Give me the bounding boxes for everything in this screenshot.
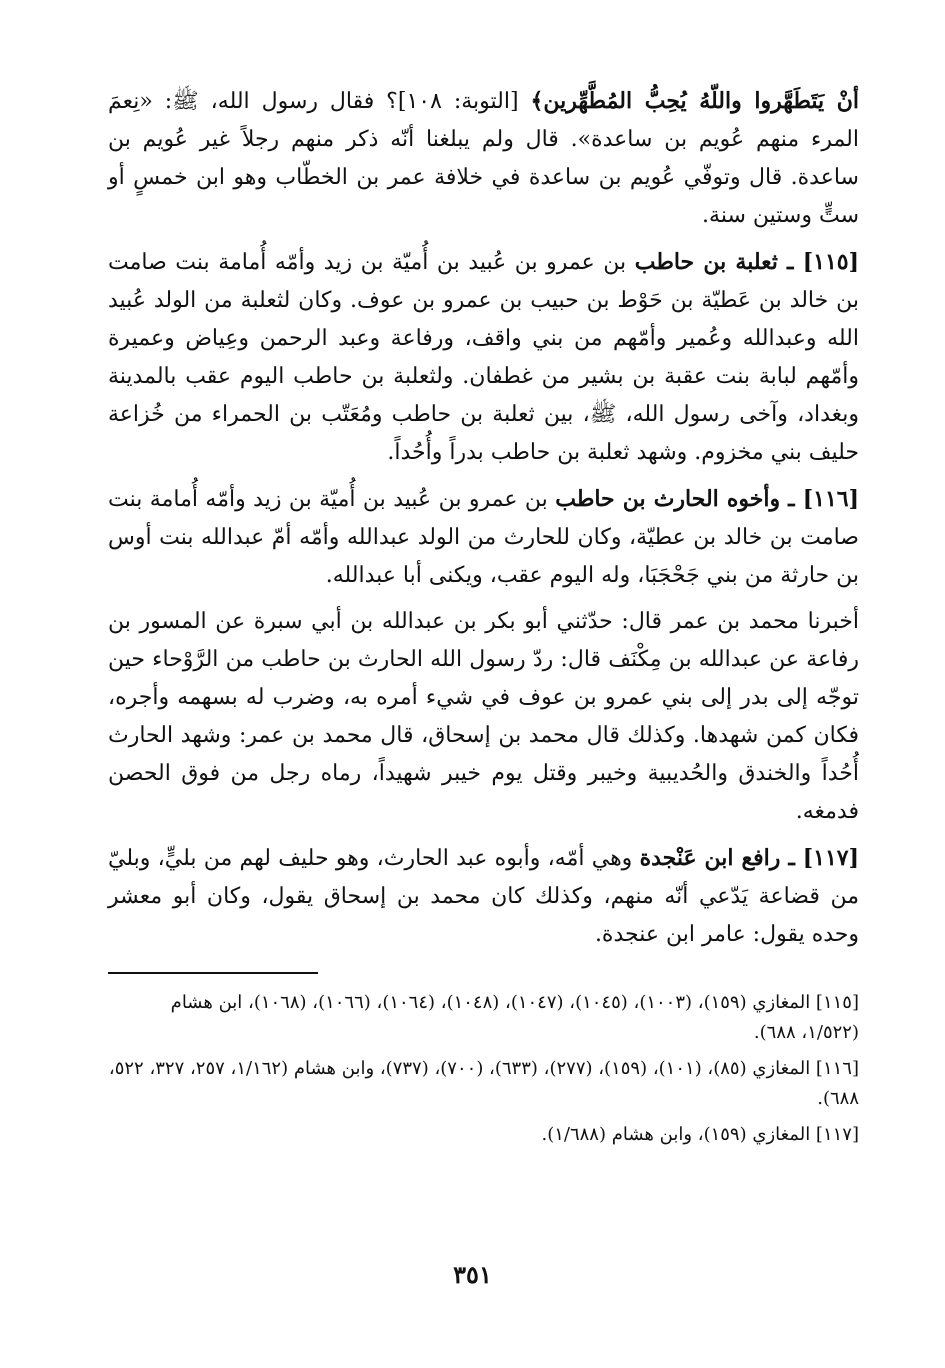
entry-heading: [١١٦] ـ وأخوه الحارث بن حاطب bbox=[555, 486, 859, 512]
entry-heading: [١١٥] ـ ثعلبة بن حاطب bbox=[634, 249, 859, 275]
quran-verse: أنْ يَتَطَهَّروا واللّهُ يُحِبُّ المُطَّهِّرين﴾ bbox=[530, 88, 860, 114]
footnote-separator bbox=[108, 972, 318, 974]
entry-116 bbox=[108, 480, 859, 595]
entry-text: بن عمرو بن عُبيد بن أُميّة بن زيد وأمّه أُمامة بنت صامت بن خالد بن عطيّة، وكان للحارث من الولد عبدالله وأمّه أمّ عبدالله بنت أوس بن حارثة من بني جَحْجَبَا، وله اليوم عقب، ويكنى أبا عبدالله. bbox=[108, 487, 859, 588]
entry-text: بن عمرو بن عُبيد بن أُميّة بن زيد وأمّه أُمامة بنت صامت بن خالد بن عَطيّة بن حَوْط بن حبيب بن عمرو بن عوف. وكان لثعلبة من الولد عُبيد الله وعبدالله وعُمير وأمّهم من بني واقف، ورفاعة وعبد الرحمن وعِياض وعميرة وأمّهم لبابة بنت عقبة بن بشير من غطفان. ولثعلبة بن حاطب اليوم عقب بالمدينة وبغداد، وآخى رسول الله، ﷺ، بين ثعلبة بن حاطب ومُعَتّب بن الحمراء من خُزاعة حليف بني مخزوم. وشهد ثعلبة بن حاطب بدراً وأُحُداً. bbox=[108, 250, 859, 465]
page-number: ٣٥١ bbox=[453, 1260, 492, 1289]
entry-117 bbox=[108, 839, 859, 954]
entry-115 bbox=[108, 243, 859, 472]
footnote-117: [١١٧] المغازي (١٥٩)، وابن هشام (١/٦٨٨). bbox=[541, 1124, 859, 1145]
paragraph-narration: أخبرنا محمد بن عمر قال: حدّثني أبو بكر بن عبدالله بن أبي سبرة عن المسور بن رفاعة عن عبدالله بن مِكْنَف قال: ردّ رسول الله الحارث بن حاطب من الرَّوْحاء حين توجّه إلى بدر إلى بني عمرو بن عوف في شيء أمره به، وضرب له بسهمه وأجره، فكان كمن شهدها. وكذلك قال محمد بن إسحاق، قال محمد بن عمر: وشهد الحارث أُحُداً والخندق والحُديبية وخيبر وقتل يوم خيبر شهيداً، رماه رجل من فوق الحصن فدمغه. bbox=[108, 609, 859, 824]
footnote-116: [١١٦] المغازي (٨٥)، (١٠١)، (١٥٩)، (٢٧٧)، (٦٣٣)، (٧٠٠)، (٧٣٧)، وابن هشام (١/١٦٢، ٢٥٧، ٣٢٧، ٥٢٢، ٦٨٨). bbox=[108, 1058, 859, 1109]
entry-heading: [١١٧] ـ رافع ابن عَنْجدة bbox=[639, 845, 859, 871]
paragraph-quran-verse bbox=[108, 82, 859, 235]
main-text bbox=[108, 82, 859, 954]
footnote-115: [١١٥] المغازي (١٥٩)، (١٠٠٣)، (١٠٤٥)، (١٠٤٧)، (١٠٤٨)، (١٠٦٤)، (١٠٦٦)، (١٠٦٨)، ابن هشام (١/٥٢٢، ٦٨٨). bbox=[170, 992, 859, 1043]
footnotes bbox=[108, 988, 859, 1150]
entry-text: وهي أمّه، وأبوه عبد الحارث، وهو حليف لهم من بليٍّ، وبليّ من قضاعة يَدّعي أنّه منهم، وكذلك كان محمد بن إسحاق يقول، وكان أبو معشر وحده يقول: عامر ابن عنجدة. bbox=[108, 846, 859, 947]
paragraph-text: [التوبة: ١٠٨]؟ فقال رسول الله، ﷺ: «نِعمَ المرء منهم عُويم بن ساعدة». قال ولم يبلغنا أنّه ذكر منهم رجلاً غير عُويم بن ساعدة. قال وتوفّي عُويم بن ساعدة في خلافة عمر بن الخطّاب وهو ابن خمسٍ أو ستٍّ وستين سنة. bbox=[108, 89, 859, 228]
